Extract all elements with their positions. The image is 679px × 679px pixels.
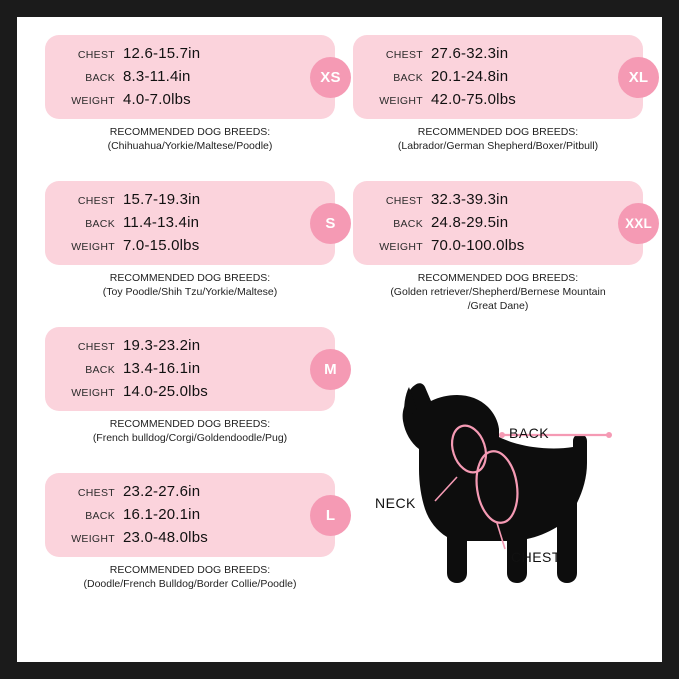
breeds-list-continued: /Great Dane) [467,300,529,312]
row-label-chest: CHEST [77,49,115,61]
size-panel-xl [353,35,649,119]
breeds-title: RECOMMENDED DOG BREEDS: [109,564,271,576]
measurement-row-back [45,506,335,529]
row-label-weight: WEIGHT [71,533,115,545]
measurement-row-chest [45,191,335,214]
size-block-xs [45,35,341,153]
breeds-title: RECOMMENDED DOG BREEDS: [109,272,271,284]
breeds-xs [45,125,335,153]
row-label-chest: CHEST [77,341,115,353]
row-label-weight: WEIGHT [71,241,115,253]
row-label-back: BACK [85,218,115,230]
measurement-row-chest [45,337,335,360]
row-label-back: BACK [85,72,115,84]
row-label-weight: WEIGHT [71,95,115,107]
breeds-title: RECOMMENDED DOG BREEDS: [109,418,271,430]
measurement-row-back [45,214,335,237]
measurement-row-weight [45,383,335,406]
breeds-list: (Chihuahua/Yorkie/Maltese/Poodle) [107,140,273,152]
row-value-back: 8.3-11.4in [123,68,191,85]
row-value-chest: 23.2-27.6in [123,483,201,500]
measurement-row-back [45,360,335,383]
measurement-row-chest [45,483,335,506]
breeds-list: (Doodle/French Bulldog/Border Collie/Poodle) [83,578,297,590]
row-label-chest: CHEST [77,487,115,499]
breeds-list: (Labrador/German Shepherd/Boxer/Pitbull) [397,140,599,152]
size-panel-m [45,327,335,411]
measurement-row-weight [45,237,335,260]
measurement-row-weight [45,91,335,114]
row-value-chest: 12.6-15.7in [123,45,201,62]
size-badge-xs: XS [310,57,351,98]
row-label-weight: WEIGHT [379,95,423,107]
size-block-xl [353,35,649,153]
row-value-weight: 7.0-15.0lbs [123,237,200,254]
diagram-label-chest: CHEST [511,549,561,565]
size-badge-l: L [310,495,351,536]
breeds-list: (Toy Poodle/Shih Tzu/Yorkie/Maltese) [102,286,278,298]
row-value-back: 20.1-24.8in [431,68,509,85]
row-value-back: 24.8-29.5in [431,214,509,231]
measurement-row-back [353,68,643,91]
row-value-weight: 70.0-100.0lbs [431,237,525,254]
size-panel-l [45,473,335,557]
size-panel-s [45,181,335,265]
row-value-weight: 23.0-48.0lbs [123,529,208,546]
breeds-title: RECOMMENDED DOG BREEDS: [417,126,579,138]
measurement-row-chest [353,45,643,68]
measurement-row-chest [45,45,335,68]
breeds-list: (French bulldog/Corgi/Goldendoodle/Pug) [92,432,288,444]
measurement-row-chest [353,191,643,214]
back-measure-start-dot [499,432,505,438]
measurement-row-back [45,68,335,91]
row-value-weight: 42.0-75.0lbs [431,91,516,108]
size-panel-xxl [353,181,652,265]
row-label-back: BACK [393,72,423,84]
size-column-right [353,35,652,317]
size-block-m [45,327,335,445]
size-badge-s: S [310,203,351,244]
row-label-chest: CHEST [385,195,423,207]
dog-measurement-diagram [347,367,647,637]
breeds-xl [353,125,643,153]
diagram-label-back: BACK [509,425,550,441]
row-value-chest: 19.3-23.2in [123,337,201,354]
breeds-l [45,563,335,591]
size-panel-xs [45,35,341,119]
row-label-chest: CHEST [385,49,423,61]
breeds-title: RECOMMENDED DOG BREEDS: [109,126,271,138]
row-value-weight: 14.0-25.0lbs [123,383,208,400]
size-chart-card [17,17,662,662]
breeds-list: (Golden retriever/Shepherd/Bernese Mountain [390,286,606,298]
size-block-l [45,473,335,591]
breeds-s [45,271,335,299]
row-label-back: BACK [85,364,115,376]
row-label-weight: WEIGHT [379,241,423,253]
size-block-xxl [353,181,652,313]
row-value-chest: 15.7-19.3in [123,191,201,208]
measurement-row-weight [353,91,643,114]
back-measure-end-dot [606,432,612,438]
row-value-back: 13.4-16.1in [123,360,201,377]
row-label-weight: WEIGHT [71,387,115,399]
size-badge-xl: XL [618,57,659,98]
size-badge-m: M [310,349,351,390]
breeds-xxl [353,271,643,313]
measurement-row-back [353,214,643,237]
size-badge-xxl: XXL [618,203,659,244]
row-label-back: BACK [85,510,115,522]
breeds-title: RECOMMENDED DOG BREEDS: [417,272,579,284]
diagram-label-neck: NECK [375,495,416,511]
size-block-s [45,181,335,299]
row-value-weight: 4.0-7.0lbs [123,91,191,108]
measurement-row-weight [45,529,335,552]
size-column-left [45,35,341,595]
row-label-chest: CHEST [77,195,115,207]
row-value-back: 11.4-13.4in [123,214,200,231]
measurement-row-weight [353,237,643,260]
row-label-back: BACK [393,218,423,230]
breeds-m [45,417,335,445]
row-value-back: 16.1-20.1in [123,506,201,523]
row-value-chest: 27.6-32.3in [431,45,509,62]
row-value-chest: 32.3-39.3in [431,191,509,208]
